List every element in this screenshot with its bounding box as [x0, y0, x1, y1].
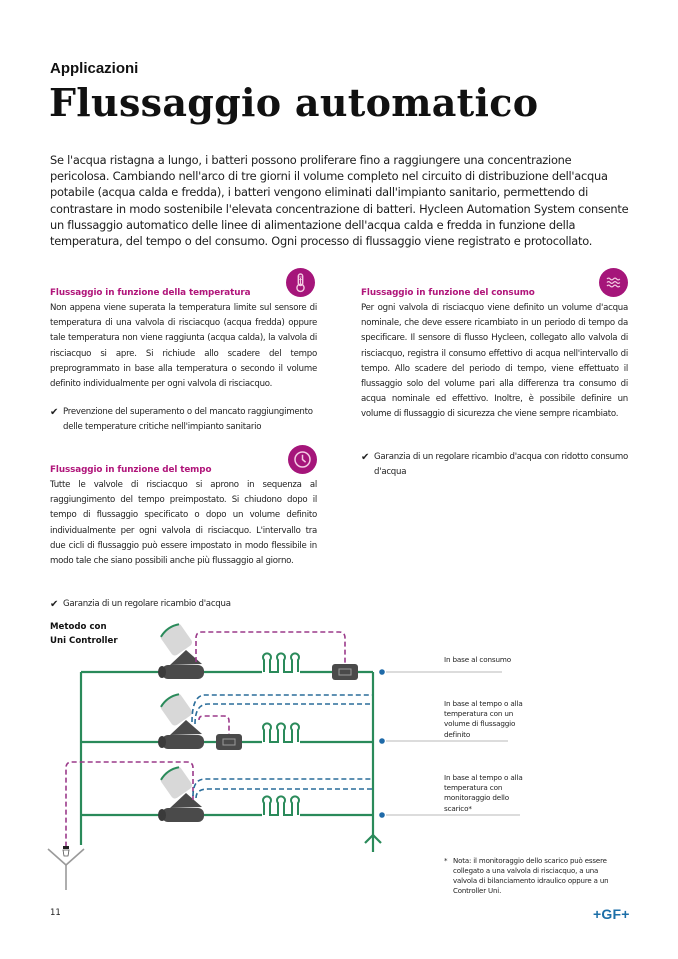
data-line-middle-1: [192, 695, 372, 722]
check-icon: ✔: [361, 452, 370, 463]
intro-paragraph: Se l'acqua ristagna a lungo, i batteri possono proliferare fino a raggiungere una concentrazione pericolosa. Cambiando nell'arco di tre giorni il volume completo nel circuito di distribuzione dell'acqua potabile (acqua calda e fredda), i batteri vengono eliminati dall'impianto sanitario, permettendo di contrastare in modo sostenibile l'elevata concentrazione di batteri. Hycleen Automation System consente un flussaggio automatico delle linee di alimentazione dell'acqua calda e fredda in funzione della temperatura, del tempo o del consumo. Ogni processo di flussaggio viene registrato e protocollato.: [50, 153, 629, 249]
gf-logo: +GF+: [593, 906, 630, 922]
heat-trace-coil-lower: [262, 796, 300, 818]
diagram-label-time-volume: In base al tempo o alla temperatura con un volume di flussaggio definito: [444, 699, 523, 739]
flush-valve-upper: [158, 622, 204, 679]
flush-valve-middle: [158, 692, 204, 749]
method-line-1: Metodo con: [50, 622, 107, 632]
method-line-2: Uni Controller: [50, 635, 118, 646]
page-number: 11: [50, 908, 61, 918]
time-benefit-text: Garanzia di un regolare ricambio d'acqua: [63, 599, 231, 609]
heat-trace-coil-middle: [262, 723, 300, 745]
page-title: Flussaggio automatico: [49, 80, 539, 125]
flow-sensor-upper: [332, 664, 358, 680]
temperature-section-body: Non appena viene superata la temperatura limite sul sensore di temperatura di una valvola di risciacquo (acqua fredda) oppure tale temperatura non viene raggiunta (acqua calda), la valvola di risciacquo si apre. Si richiude allo scadere del tempo preprogrammato in base alla temperatura o secondo il volume definito individualmente per ogni valvola di risciacquo.: [50, 303, 317, 390]
time-section-title: Flussaggio in funzione del tempo: [50, 465, 212, 475]
leader-consumption: [379, 669, 502, 675]
time-section-body: Tutte le valvole di risciacquo si aprono in sequenza al raggiungimento del tempo preimpostato. Si chiudono dopo il tempo di flussaggio specificato o dopo un volume definito individualmente per ogni valvola di risciacquo. L'intervallo tra due cicli di flussaggio può essere impostato in modo flessibile in modo tale che siano possibili anche più flussaggio al giorno.: [50, 480, 317, 567]
check-icon: ✔: [50, 599, 59, 610]
data-line-lower-1: [193, 779, 372, 796]
temperature-benefit-text: Prevenzione del superamento o del mancato raggiungimento delle temperature critiche nell'impianto sanitario: [63, 407, 313, 433]
data-line-middle-2: [195, 704, 372, 724]
check-icon: ✔: [50, 407, 59, 418]
consumption-section-title: Flussaggio in funzione del consumo: [361, 288, 535, 298]
diagram-label-time-drain: In base al tempo o alla temperatura con monitoraggio dello scarico*: [444, 773, 523, 813]
note-asterisk: *: [444, 857, 448, 865]
temperature-section-title: Flussaggio in funzione della temperatura: [50, 288, 251, 298]
flow-sensor-middle: [216, 734, 242, 750]
drain-monitoring-note: Nota: il monitoraggio dello scarico può essere collegato a una valvola di risciacquo, a una valvola di bilanciamento idraulico oppure a un Controller Uni.: [453, 857, 609, 895]
heat-trace-coil-upper: [262, 653, 300, 675]
consumption-benefit-text: Garanzia di un regolare ricambio d'acqua con ridotto consumo d'acqua: [374, 452, 628, 478]
diagram-label-consumption: In base al consumo: [444, 655, 511, 664]
drain-funnel-icon: [48, 846, 84, 890]
section-kicker: Applicazioni: [50, 60, 139, 77]
signal-line-flow-sensor: [199, 716, 229, 734]
consumption-section-body: Per ogni valvola di risciacquo viene definito un volume d'acqua nominale, che deve essere ricambiato in un periodo di tempo da specificare. Il sensore di flusso Hycleen, collegato allo valvola di risciacquo, registra il consumo effettivo di acqua nell'intervallo di tempo. Allo scadere del periodo di tempo, viene effettuato il flussaggio solo del volume pari alla differenza tra consumo di acqua nominale ed effettivo. Inoltre, è possibile definire un volume di flussaggio di sicurezza che viene sempre ricambiato.: [361, 303, 628, 420]
